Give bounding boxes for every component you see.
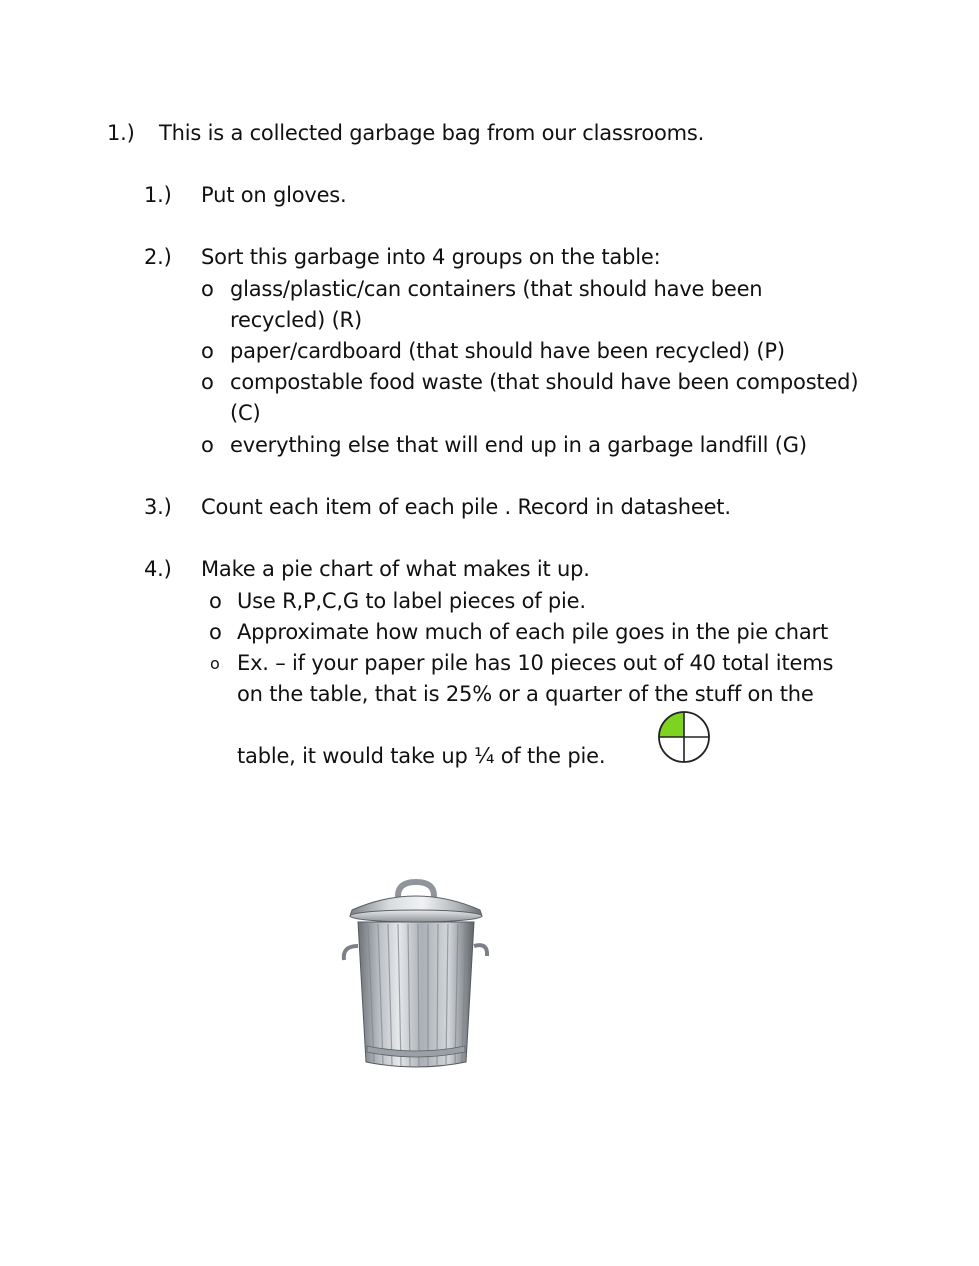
bullet-text: Use R,P,C,G to label pieces of pie. bbox=[237, 589, 586, 613]
bullet-text: everything else that will end up in a garbage landfill (G) bbox=[230, 433, 807, 457]
bullet-text: Ex. – if your paper pile has 10 pieces out of 40 total items bbox=[237, 651, 834, 675]
step-3-number: 3.) bbox=[144, 495, 172, 519]
bullet-text: Approximate how much of each pile goes in the pie chart bbox=[237, 620, 828, 644]
bullet-marker: o bbox=[201, 433, 214, 457]
trash-can-image bbox=[338, 876, 494, 1076]
step-2-text: Sort this garbage into 4 groups on the table: bbox=[201, 245, 661, 269]
step-4-number: 4.) bbox=[144, 557, 172, 581]
step-2-number: 2.) bbox=[144, 245, 172, 269]
intro-text: This is a collected garbage bag from our classrooms. bbox=[159, 121, 705, 145]
bullet-text-continued: recycled) (R) bbox=[230, 308, 362, 332]
bullet-text-continued: (C) bbox=[230, 401, 261, 425]
step-4-text: Make a pie chart of what makes it up. bbox=[201, 557, 590, 581]
lid-handle bbox=[398, 882, 434, 896]
bullet-text: glass/plastic/can containers (that should have been bbox=[230, 277, 763, 301]
lid-rim bbox=[350, 910, 482, 922]
bullet-marker: o bbox=[201, 277, 214, 301]
bullet-marker: o bbox=[209, 620, 222, 644]
bullet-text: compostable food waste (that should have been composted) bbox=[230, 370, 859, 394]
bullet-marker: o bbox=[201, 370, 214, 394]
step-1-text: Put on gloves. bbox=[201, 183, 347, 207]
bullet-marker: o bbox=[209, 589, 222, 613]
bullet-text: paper/cardboard (that should have been recycled) (P) bbox=[230, 339, 785, 363]
bullet-marker: o bbox=[201, 339, 214, 363]
quarter-pie-icon bbox=[656, 709, 712, 765]
step-3-text: Count each item of each pile . Record in datasheet. bbox=[201, 495, 731, 519]
bullet-marker: o bbox=[210, 654, 220, 673]
bullet-text-continued: on the table, that is 25% or a quarter of the stuff on the bbox=[237, 682, 814, 706]
right-handle bbox=[474, 945, 487, 956]
left-handle bbox=[344, 946, 358, 960]
bullet-text-continued: table, it would take up ¼ of the pie. bbox=[237, 744, 606, 768]
step-1-number: 1.) bbox=[144, 183, 172, 207]
intro-number: 1.) bbox=[107, 121, 135, 145]
